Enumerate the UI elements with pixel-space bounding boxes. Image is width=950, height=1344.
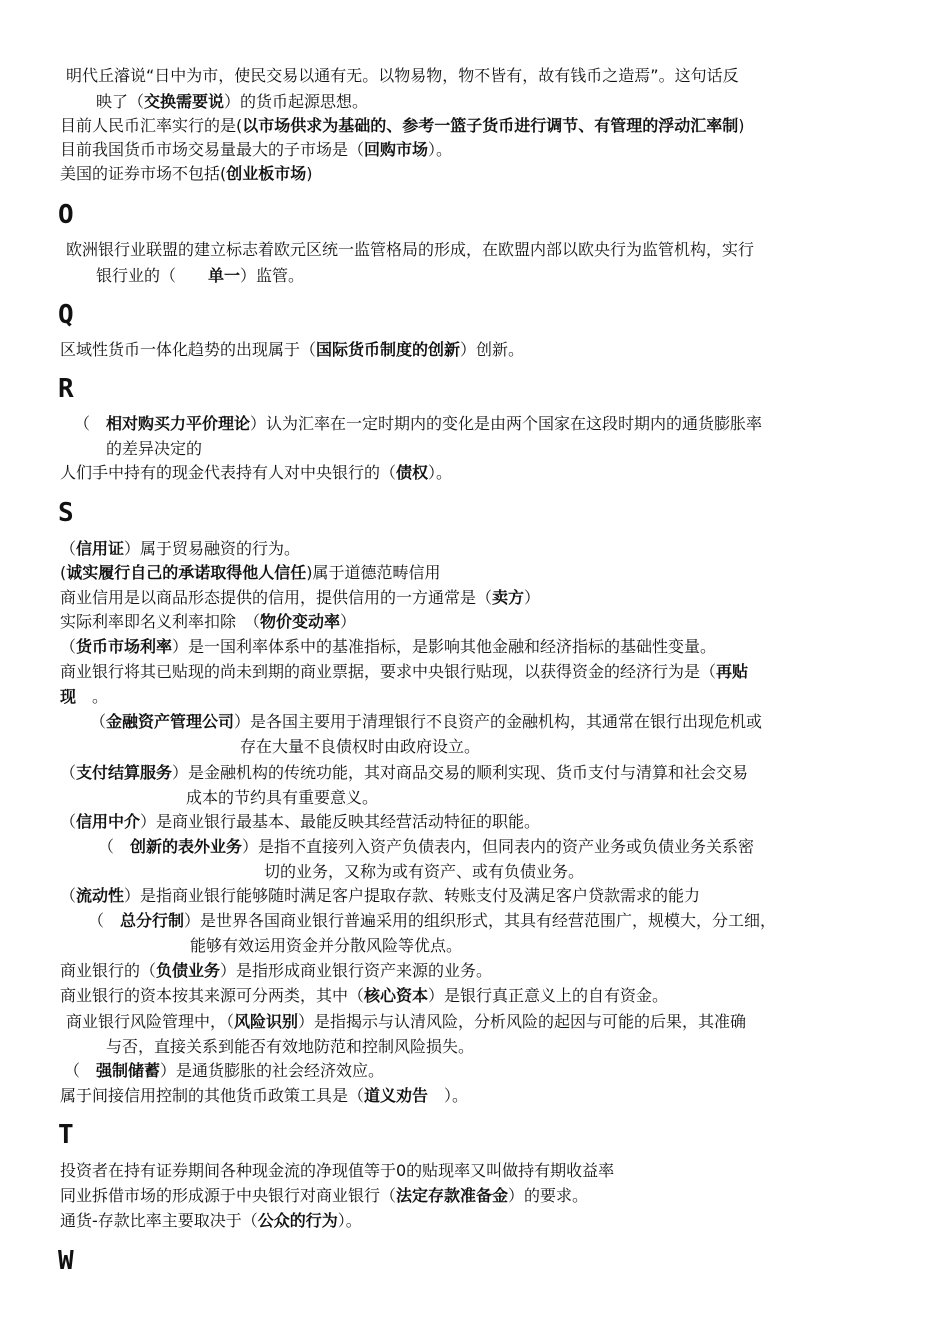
text-line: （支付结算服务）是金融机构的传统功能，其对商品交易的顺利实现、货币支付与清算和社会交易 (60, 763, 749, 782)
text-line: 的差异决定的 (106, 439, 203, 458)
text-line: 映了（交换需要说）的货币起源思想。 (96, 92, 369, 111)
text-line: (诚实履行自己的承诺取得他人信任)属于道德范畴信用 (60, 563, 441, 582)
text-line: 人们手中持有的现金代表持有人对中央银行的（债权）。 (60, 463, 453, 482)
text-line: 商业信用是以商品形态提供的信用，提供信用的一方通常是（卖方） (60, 588, 541, 607)
text-line: 美国的证券市场不包括(创业板市场) (60, 164, 313, 183)
text-line: 欧洲银行业联盟的建立标志着欧元区统一监管格局的形成，在欧盟内部以欧央行为监管机构，实行 (66, 240, 755, 259)
text-line: 商业银行的资本按其来源可分两类，其中（核心资本）是银行真正意义上的自有资金。 (60, 986, 669, 1005)
text-line: 存在大量不良债权时由政府设立。 (240, 737, 481, 756)
text-line: 商业银行的（负债业务）是指形成商业银行资产来源的业务。 (60, 961, 493, 980)
text-line: 能够有效运用资金并分散风险等优点。 (190, 936, 463, 955)
text-line: （ 强制储蓄）是通货膨胀的社会经济效应。 (64, 1061, 385, 1080)
section-heading: W (58, 1246, 74, 1276)
section-heading: T (58, 1120, 74, 1150)
section-heading: O (58, 200, 74, 230)
text-line: 成本的节约具有重要意义。 (186, 788, 379, 807)
text-line: 切的业务，又称为或有资产、或有负债业务。 (264, 862, 585, 881)
text-line: 银行业的（ 单一）监管。 (96, 266, 305, 285)
text-line: 商业银行风险管理中，（风险识别）是指揭示与认清风险，分析风险的起因与可能的后果，其准确 (66, 1012, 747, 1031)
text-line: 明代丘濬说“日中为市，使民交易以通有无。以物易物，物不皆有，故有钱币之造焉”。这句话反 (66, 66, 739, 85)
section-heading: Q (58, 300, 74, 330)
text-line: 现 。 (60, 687, 109, 706)
text-line: 同业拆借市场的形成源于中央银行对商业银行（法定存款准备金）的要求。 (60, 1186, 589, 1205)
text-line: （流动性）是指商业银行能够随时满足客户提取存款、转账支付及满足客户贷款需求的能力 (60, 886, 701, 905)
text-line: 商业银行将其已贴现的尚未到期的商业票据，要求中央银行贴现，以获得资金的经济行为是（再贴 (60, 662, 749, 681)
text-line: 目前人民币汇率实行的是(以市场供求为基础的、参考一篮子货币进行调节、有管理的浮动汇率制) (60, 116, 745, 135)
section-heading: R (58, 374, 74, 404)
text-line: （金融资产管理公司）是各国主要用于清理银行不良资产的金融机构，其通常在银行出现危机或 (90, 712, 763, 731)
text-line: （信用证）属于贸易融资的行为。 (60, 539, 301, 558)
text-line: （货币市场利率）是一国利率体系中的基准指标，是影响其他金融和经济指标的基础性变量。 (60, 637, 717, 656)
text-line: 投资者在持有证券期间各种现金流的净现值等于0的贴现率又叫做持有期收益率 (60, 1161, 615, 1180)
text-line: 通货-存款比率主要取决于（公众的行为）。 (60, 1211, 362, 1230)
text-line: （ 创新的表外业务）是指不直接列入资产负债表内，但同表内的资产业务或负债业务关系密 (98, 837, 755, 856)
text-line: （ 相对购买力平价理论）认为汇率在一定时期内的变化是由两个国家在这段时期内的通货膨胀率 (74, 414, 763, 433)
text-line: 与否，直接关系到能否有效地防范和控制风险损失。 (106, 1037, 475, 1056)
text-line: 属于间接信用控制的其他货币政策工具是（道义劝告 ）。 (60, 1086, 469, 1105)
text-line: 实际利率即名义利率扣除 （物价变动率） (60, 612, 357, 631)
text-line: （信用中介）是商业银行最基本、最能反映其经营活动特征的职能。 (60, 812, 541, 831)
text-line: 目前我国货币市场交易量最大的子市场是（回购市场）。 (60, 140, 453, 159)
section-heading: S (58, 498, 74, 528)
text-line: 区域性货币一体化趋势的出现属于（国际货币制度的创新）创新。 (60, 340, 525, 359)
text-line: （ 总分行制）是世界各国商业银行普遍采用的组织形式，其具有经营范围广，规模大，分工细， (88, 911, 777, 930)
